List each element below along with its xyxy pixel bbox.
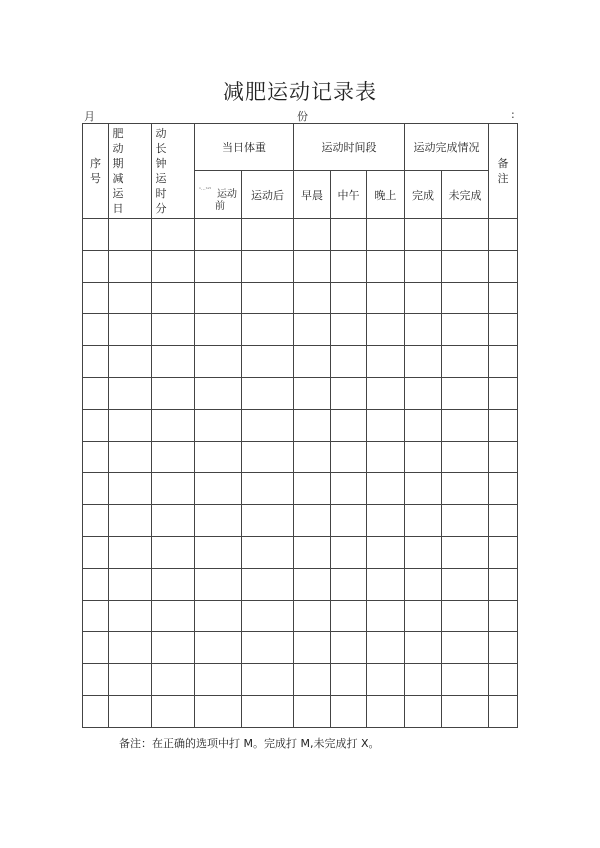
table-cell[interactable]: [367, 664, 405, 696]
table-cell[interactable]: [109, 377, 152, 409]
table-cell[interactable]: [405, 568, 442, 600]
table-cell[interactable]: [331, 314, 367, 346]
table-cell[interactable]: [489, 695, 518, 727]
header-time-group: 运动时间段: [294, 124, 405, 171]
table-cell[interactable]: [294, 632, 331, 664]
table-cell[interactable]: [442, 346, 489, 378]
table-cell[interactable]: [294, 409, 331, 441]
table-cell[interactable]: [294, 282, 331, 314]
table-cell[interactable]: [152, 282, 195, 314]
footnote: 备注：在正确的选项中打 M。完成打 M,未完成打 X。: [119, 737, 380, 750]
table-cell[interactable]: [195, 250, 242, 282]
table-cell[interactable]: [195, 695, 242, 727]
table-row: [83, 282, 518, 314]
table-cell[interactable]: [195, 282, 242, 314]
table-row: [83, 219, 518, 251]
table-cell[interactable]: [367, 568, 405, 600]
table-cell[interactable]: [367, 282, 405, 314]
table-cell[interactable]: [367, 600, 405, 632]
table-cell[interactable]: [442, 632, 489, 664]
table-cell[interactable]: [405, 282, 442, 314]
table-cell[interactable]: [152, 377, 195, 409]
table-cell[interactable]: [331, 632, 367, 664]
table-cell[interactable]: [405, 505, 442, 537]
table-cell[interactable]: [294, 600, 331, 632]
table-cell[interactable]: [152, 314, 195, 346]
table-cell[interactable]: [331, 695, 367, 727]
table-cell[interactable]: [109, 409, 152, 441]
table-cell[interactable]: [83, 409, 109, 441]
table-cell[interactable]: [442, 219, 489, 251]
table-cell[interactable]: [242, 568, 294, 600]
faint-mark: ⁿ···ᵗᵃ⁵: [199, 187, 212, 193]
table-cell[interactable]: [442, 409, 489, 441]
table-cell[interactable]: [405, 664, 442, 696]
header-date: 肥动期减运日: [109, 124, 152, 219]
table-cell[interactable]: [331, 536, 367, 568]
table-cell[interactable]: [331, 377, 367, 409]
header-noon: 中午: [331, 171, 367, 219]
table-cell[interactable]: [294, 536, 331, 568]
table-cell[interactable]: [405, 473, 442, 505]
table-cell[interactable]: [294, 219, 331, 251]
table-cell[interactable]: [109, 219, 152, 251]
table-cell[interactable]: [242, 536, 294, 568]
table-cell[interactable]: [152, 441, 195, 473]
header-morning: 早晨: [294, 171, 331, 219]
table-cell[interactable]: [83, 568, 109, 600]
table-row: [83, 250, 518, 282]
table-cell[interactable]: [442, 568, 489, 600]
month-label: 月: [84, 110, 95, 123]
table-cell[interactable]: [152, 409, 195, 441]
table-cell[interactable]: [242, 664, 294, 696]
table-cell[interactable]: [195, 377, 242, 409]
table-cell[interactable]: [442, 250, 489, 282]
table-cell[interactable]: [109, 568, 152, 600]
table-cell[interactable]: [242, 441, 294, 473]
table-cell[interactable]: [442, 536, 489, 568]
table-cell[interactable]: [489, 250, 518, 282]
table-cell[interactable]: [405, 250, 442, 282]
table-cell[interactable]: [195, 600, 242, 632]
table-cell[interactable]: [152, 346, 195, 378]
table-cell[interactable]: [367, 473, 405, 505]
header-remark: 备注: [489, 124, 518, 219]
header-done: 完成: [405, 171, 442, 219]
table-cell[interactable]: [242, 695, 294, 727]
table-cell[interactable]: [83, 473, 109, 505]
table-cell[interactable]: [489, 219, 518, 251]
table-cell[interactable]: [405, 695, 442, 727]
table-cell[interactable]: [195, 441, 242, 473]
table-cell[interactable]: [331, 664, 367, 696]
table-cell[interactable]: [195, 568, 242, 600]
table-cell[interactable]: [109, 441, 152, 473]
table-cell[interactable]: [367, 536, 405, 568]
table-cell[interactable]: [152, 536, 195, 568]
table-cell[interactable]: [405, 441, 442, 473]
table-cell[interactable]: [331, 568, 367, 600]
table-cell[interactable]: [405, 536, 442, 568]
table-cell[interactable]: [83, 536, 109, 568]
table-cell[interactable]: [405, 219, 442, 251]
table-cell[interactable]: [442, 695, 489, 727]
table-cell[interactable]: [83, 600, 109, 632]
table-cell[interactable]: [367, 441, 405, 473]
table-cell[interactable]: [242, 282, 294, 314]
table-row: [83, 632, 518, 664]
table-cell[interactable]: [489, 632, 518, 664]
table-row: [83, 346, 518, 378]
table-cell[interactable]: [294, 505, 331, 537]
table-cell[interactable]: [109, 664, 152, 696]
table-cell[interactable]: [195, 473, 242, 505]
table-cell[interactable]: [109, 314, 152, 346]
table-cell[interactable]: [152, 219, 195, 251]
table-cell[interactable]: [367, 632, 405, 664]
header-weight-group: 当日体重: [195, 124, 294, 171]
table-cell[interactable]: [489, 282, 518, 314]
table-cell[interactable]: [242, 632, 294, 664]
table-cell[interactable]: [294, 250, 331, 282]
table-cell[interactable]: [242, 314, 294, 346]
table-cell[interactable]: [331, 409, 367, 441]
table-cell[interactable]: [331, 282, 367, 314]
table-cell[interactable]: [405, 346, 442, 378]
table-cell[interactable]: [367, 314, 405, 346]
header-duration: 动长钟运时分: [152, 124, 195, 219]
header-evening: 晚上: [367, 171, 405, 219]
table-cell[interactable]: [195, 536, 242, 568]
table-cell[interactable]: [83, 505, 109, 537]
table-cell[interactable]: [152, 505, 195, 537]
table-row: [83, 505, 518, 537]
table-cell[interactable]: [109, 473, 152, 505]
table-cell[interactable]: [405, 377, 442, 409]
table-cell[interactable]: [294, 695, 331, 727]
table-cell[interactable]: [294, 377, 331, 409]
table-cell[interactable]: [489, 664, 518, 696]
table-cell[interactable]: [331, 505, 367, 537]
table-cell[interactable]: [83, 282, 109, 314]
table-cell[interactable]: [109, 632, 152, 664]
table-cell[interactable]: [242, 505, 294, 537]
table-cell[interactable]: [152, 600, 195, 632]
table-cell[interactable]: [405, 409, 442, 441]
table-cell[interactable]: [109, 282, 152, 314]
table-cell[interactable]: [442, 441, 489, 473]
table-cell[interactable]: [242, 219, 294, 251]
table-cell[interactable]: [331, 250, 367, 282]
header-seq: 序号: [83, 124, 109, 219]
table-row: [83, 377, 518, 409]
table-cell[interactable]: [367, 346, 405, 378]
table-cell[interactable]: [83, 346, 109, 378]
table-cell[interactable]: [489, 314, 518, 346]
table-cell[interactable]: [489, 505, 518, 537]
table-cell[interactable]: [83, 441, 109, 473]
table-row: [83, 473, 518, 505]
table-cell[interactable]: [83, 377, 109, 409]
table-cell[interactable]: [367, 250, 405, 282]
table-row: [83, 441, 518, 473]
table-cell[interactable]: [242, 409, 294, 441]
table-cell[interactable]: [294, 314, 331, 346]
table-cell[interactable]: [489, 536, 518, 568]
table-cell[interactable]: [367, 409, 405, 441]
header-weight-after: 运动后: [242, 171, 294, 219]
before-label-line2: 前: [215, 201, 225, 212]
table-cell[interactable]: [83, 250, 109, 282]
table-row: [83, 695, 518, 727]
table-cell[interactable]: [195, 409, 242, 441]
table-cell[interactable]: [109, 600, 152, 632]
table-cell[interactable]: [294, 568, 331, 600]
table-cell[interactable]: [294, 473, 331, 505]
table-cell[interactable]: [152, 473, 195, 505]
table-cell[interactable]: [367, 695, 405, 727]
table-cell[interactable]: [195, 346, 242, 378]
table-cell[interactable]: [242, 473, 294, 505]
table-cell[interactable]: [442, 473, 489, 505]
unit-label: 份: [297, 110, 308, 123]
table-cell[interactable]: [331, 441, 367, 473]
table-row: [83, 536, 518, 568]
table-cell[interactable]: [331, 473, 367, 505]
table-cell[interactable]: [83, 664, 109, 696]
table-cell[interactable]: [83, 219, 109, 251]
table-cell[interactable]: [109, 695, 152, 727]
table-cell[interactable]: [109, 250, 152, 282]
header-status-group: 运动完成情况: [405, 124, 489, 171]
page-title: 减肥运动记录表: [223, 80, 377, 104]
table-cell[interactable]: [331, 346, 367, 378]
table-row: [83, 664, 518, 696]
table-cell[interactable]: [242, 250, 294, 282]
table-cell[interactable]: [109, 505, 152, 537]
table-cell[interactable]: [83, 314, 109, 346]
record-table: [82, 123, 518, 728]
table-cell[interactable]: [152, 250, 195, 282]
table-cell[interactable]: [489, 346, 518, 378]
table-cell[interactable]: [331, 219, 367, 251]
table-cell[interactable]: [489, 568, 518, 600]
table-cell[interactable]: [405, 632, 442, 664]
table-cell[interactable]: [195, 505, 242, 537]
table-row: [83, 314, 518, 346]
table-cell[interactable]: [442, 505, 489, 537]
table-cell[interactable]: [242, 600, 294, 632]
table-cell[interactable]: [83, 632, 109, 664]
header-not-done: 未完成: [442, 171, 489, 219]
table-cell[interactable]: [489, 377, 518, 409]
table-row: [83, 409, 518, 441]
table-cell[interactable]: [442, 314, 489, 346]
table-cell[interactable]: [442, 600, 489, 632]
table-cell[interactable]: [405, 314, 442, 346]
table-cell[interactable]: [109, 346, 152, 378]
table-cell[interactable]: [489, 441, 518, 473]
table-cell[interactable]: [294, 664, 331, 696]
table-row: [83, 600, 518, 632]
table-cell[interactable]: [442, 664, 489, 696]
before-label-line1: 运动: [217, 189, 237, 200]
table-cell[interactable]: [367, 505, 405, 537]
table-cell[interactable]: [442, 282, 489, 314]
table-cell[interactable]: [195, 632, 242, 664]
table-cell[interactable]: [405, 600, 442, 632]
table-cell[interactable]: [294, 441, 331, 473]
table-cell[interactable]: [152, 664, 195, 696]
table-cell[interactable]: [195, 314, 242, 346]
table-cell[interactable]: [195, 219, 242, 251]
table-row: [83, 568, 518, 600]
colon-mark: :: [511, 108, 515, 121]
table-cell[interactable]: [242, 346, 294, 378]
table-cell[interactable]: [367, 219, 405, 251]
table-cell[interactable]: [489, 409, 518, 441]
table-cell[interactable]: [195, 664, 242, 696]
table-cell[interactable]: [83, 695, 109, 727]
table-cell[interactable]: [442, 377, 489, 409]
table-cell[interactable]: [367, 377, 405, 409]
table-cell[interactable]: [294, 346, 331, 378]
table-cell[interactable]: [152, 568, 195, 600]
table-cell[interactable]: [331, 600, 367, 632]
table-cell[interactable]: [489, 473, 518, 505]
table-cell[interactable]: [489, 600, 518, 632]
table-cell[interactable]: [152, 695, 195, 727]
table-cell[interactable]: [242, 377, 294, 409]
table-cell[interactable]: [152, 632, 195, 664]
table-cell[interactable]: [109, 536, 152, 568]
header-weight-before: [195, 171, 242, 219]
